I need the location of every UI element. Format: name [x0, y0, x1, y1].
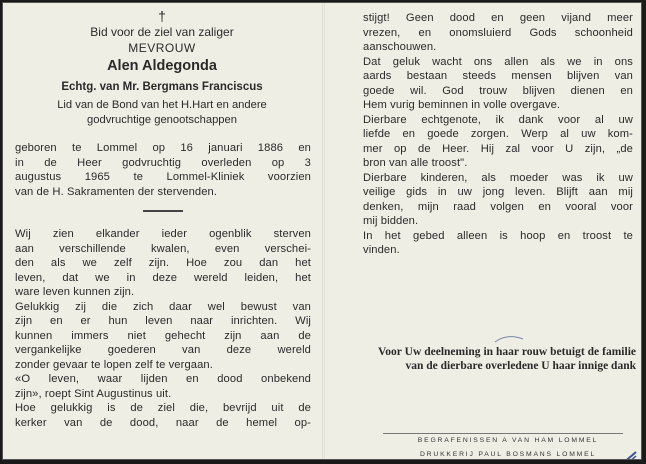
closing-line: denken, mijn raad volgen en vooral voor: [363, 200, 633, 213]
meditation-line: kerker van de dood, naar de hemel op-: [15, 416, 311, 429]
closing-line: Hem vurig beminnen in volle overgave.: [363, 99, 561, 111]
closing-line: Dierbare kinderen, als moeder was ik uw: [363, 171, 633, 184]
closing-line: mer op de Heer. Hij zal voor U zijn, „de: [363, 142, 633, 155]
thanks-notice: Voor Uw deelneming in haar rouw betuigt de familie van de dierbare overledene U haar innige dank: [378, 346, 636, 372]
memorial-card: [2, 2, 642, 460]
deceased-name: Alen Aldegonda: [107, 58, 217, 74]
closing-line: Dierbare echtgenote, ik dank voor al uw: [363, 113, 633, 126]
funeral-home-imprint: BEGRAFENISSEN A VAN HAM LOMMEL: [417, 437, 599, 444]
biography-line: in de Heer godvruchtig overleden op 3: [15, 156, 311, 169]
left-page: [3, 3, 321, 459]
meditation-line: ware leven kunnen zijn.: [15, 286, 135, 298]
meditation-line: kunnen immers niet gehecht zijn aan de: [15, 329, 311, 342]
closing-line: bron van alle troost".: [363, 157, 468, 169]
biography-block: [15, 141, 311, 199]
cross-icon: †: [158, 8, 166, 24]
printer-imprint: DRUKKERIJ PAUL BOSMANS LOMMEL: [419, 451, 597, 458]
biography-line: geboren te Lommel op 16 januari 1886 en: [15, 142, 311, 154]
meditation-block: [15, 227, 311, 430]
closing-line: mij bidden.: [363, 215, 419, 227]
pencil-mark-icon: [493, 333, 525, 345]
membership-block: [3, 98, 321, 127]
biography-line: augustus 1965 te Lommel-Kliniek voorzien: [15, 171, 311, 183]
corner-pen-mark-icon: [621, 451, 637, 460]
closing-line: goede wil. God trouw blijven dienen en: [363, 84, 633, 97]
closing-text-block: [363, 11, 633, 258]
closing-line: stijgt! Geen dood en geen vijand meer: [363, 12, 633, 24]
meditation-line: zijn», roept Sint Augustinus uit.: [15, 387, 172, 400]
spouse-line: Echtg. van Mr. Bergmans Franciscus: [61, 81, 263, 93]
meditation-line: «O leven, waar lijden en dood onbekend: [15, 373, 311, 385]
closing-line: liefde en goede zorgen. Werp al uw kom-: [363, 128, 633, 140]
meditation-line: aan verschillende kwalen, even verschei-: [15, 242, 311, 255]
meditation-line: vergankelijke goederen van deze wereld: [15, 344, 311, 356]
closing-line: aanschouwen.: [363, 41, 437, 53]
meditation-line: Wij zien elkander ieder ogenblik sterven: [15, 228, 311, 240]
right-page: [325, 3, 642, 459]
intro-line: Bid voor de ziel van zaliger: [90, 25, 234, 39]
membership-line: godvruchtige genootschappen: [87, 113, 237, 126]
meditation-line: den als we zelf zijn. Hoe zou dan het: [15, 257, 311, 269]
closing-line: aards bestaan steeds mensen blijven van: [363, 70, 633, 82]
meditation-line: zijn en er hun leven naar inrichten. Wij: [15, 315, 311, 327]
closing-line: vinden.: [363, 244, 400, 256]
honorific: MEVROUW: [128, 41, 196, 55]
closing-line: vrezen, en onomsluierd Gods schoonheid: [363, 26, 633, 39]
meditation-line: Gelukkig zij die zich daar wel bewust van: [15, 300, 311, 313]
closing-line: veilige gids in uw jong leven. Blijft aan mij: [363, 186, 633, 198]
membership-line: Lid van de Bond van het H.Hart en andere: [57, 99, 267, 111]
imprint-rule: [383, 433, 623, 434]
meditation-line: Hoe gelukkig is de ziel die, bevrijd uit de: [15, 402, 311, 414]
meditation-line: leven, dat we in deze wereld leiden, het: [15, 271, 311, 284]
section-divider: [143, 210, 183, 212]
meditation-line: zonder gevaar te lopen zelf te vergaan.: [15, 358, 213, 371]
closing-line: Dat geluk wacht ons allen als we in ons: [363, 55, 633, 68]
closing-line: In het gebed alleen is hoop en troost te: [363, 229, 633, 242]
biography-line: van de H. Sakramenten der stervenden.: [15, 185, 218, 198]
